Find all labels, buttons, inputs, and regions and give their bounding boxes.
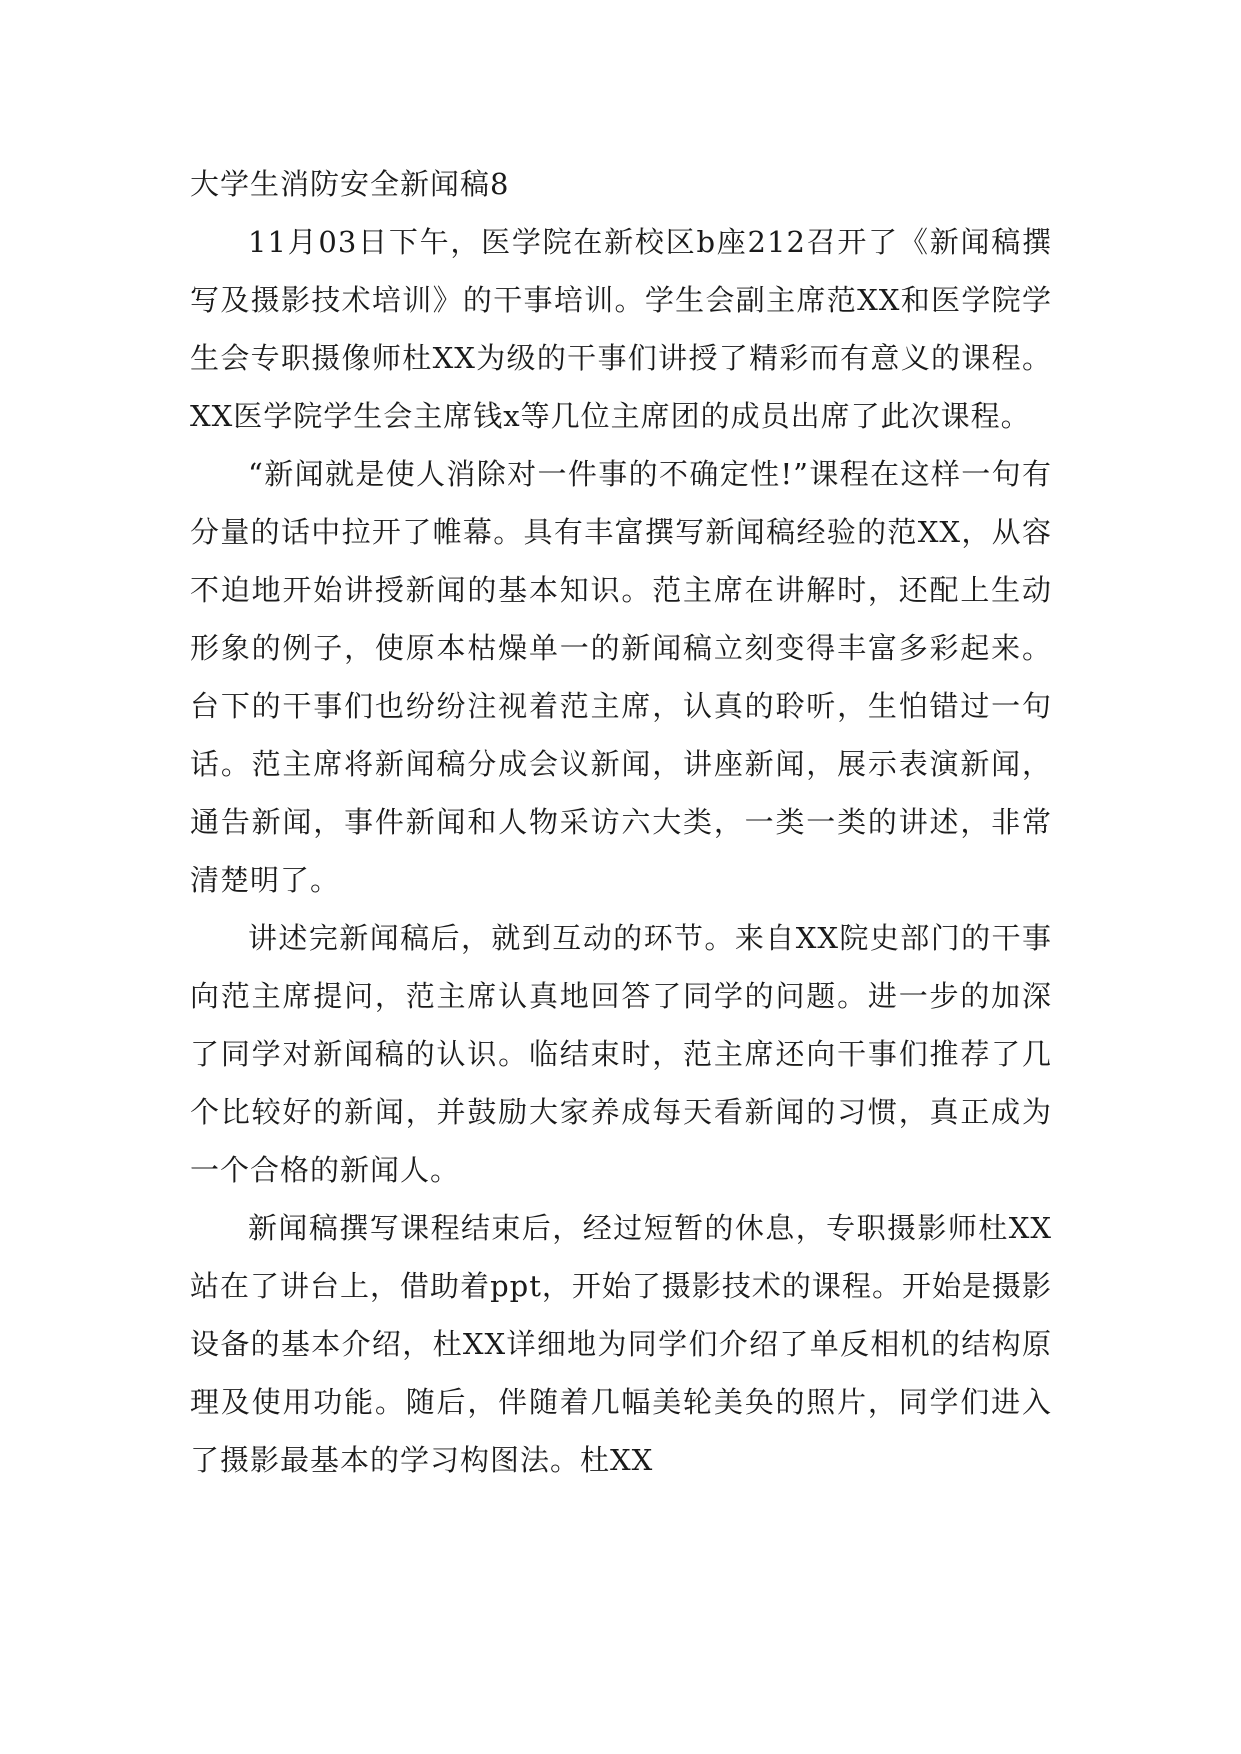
document-page [190, 155, 1052, 1489]
paragraph-3: 讲述完新闻稿后，就到互动的环节。来自XX院史部门的干事向范主席提问，范主席认真地回答了同学的问题。进一步的加深了同学对新闻稿的认识。临结束时，范主席还向干事们推荐了几个比较好的新闻，并鼓励大家养成每天看新闻的习惯，真正成为一个合格的新闻人。 [190, 921, 1052, 1187]
paragraph-1: 11月03日下午，医学院在新校区b座212召开了《新闻稿撰写及摄影技术培训》的干事培训。学生会副主席范XX和医学院学生会专职摄像师杜XX为级的干事们讲授了精彩而有意义的课程。XX医学院学生会主席钱x等几位主席团的成员出席了此次课程。 [190, 225, 1052, 433]
document-title: 大学生消防安全新闻稿8 [190, 167, 510, 201]
paragraph-2: “新闻就是使人消除对一件事的不确定性!”课程在这样一句有分量的话中拉开了帷幕。具有丰富撰写新闻稿经验的范XX，从容不迫地开始讲授新闻的基本知识。范主席在讲解时，还配上生动形象的例子，使原本枯燥单一的新闻稿立刻变得丰富多彩起来。台下的干事们也纷纷注视着范主席，认真的聆听，生怕错过一句话。范主席将新闻稿分成会议新闻，讲座新闻，展示表演新闻，通告新闻，事件新闻和人物采访六大类，一类一类的讲述，非常清楚明了。 [190, 457, 1052, 897]
paragraph-4: 新闻稿撰写课程结束后，经过短暂的休息，专职摄影师杜XX站在了讲台上，借助着ppt，开始了摄影技术的课程。开始是摄影设备的基本介绍，杜XX详细地为同学们介绍了单反相机的结构原理及使用功能。随后，伴随着几幅美轮美奂的照片，同学们进入了摄影最基本的学习构图法。杜XX [190, 1211, 1052, 1477]
